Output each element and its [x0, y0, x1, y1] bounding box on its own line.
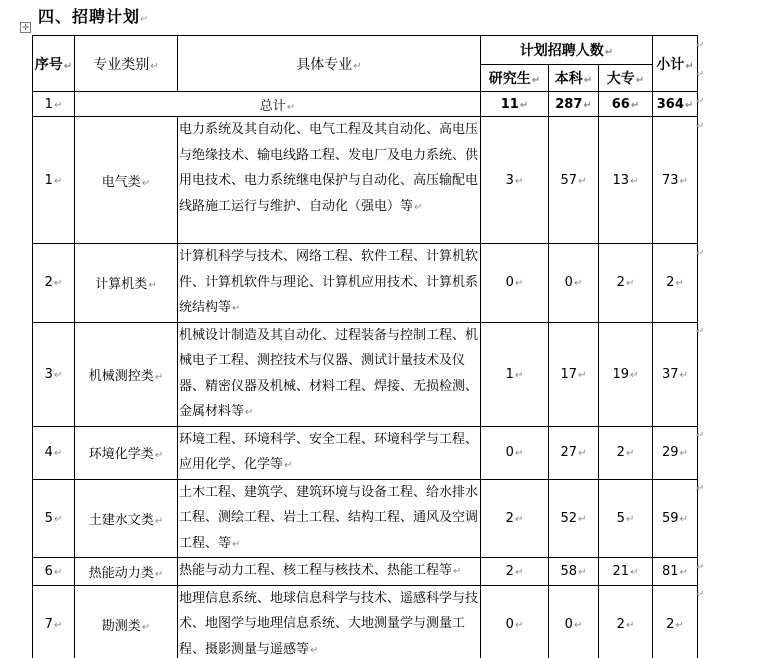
- paragraph-mark-icon: ↵: [232, 538, 241, 550]
- paragraph-mark-icon: ↵: [154, 371, 164, 383]
- header-plan: 计划招聘人数↵: [481, 36, 653, 65]
- row-no: [33, 244, 75, 323]
- row-subtotal: [653, 117, 698, 244]
- row-detail: [178, 244, 481, 323]
- row-category-text: 勘测类: [101, 619, 141, 634]
- row-subtotal: [653, 585, 698, 658]
- paragraph-mark-icon: ↵: [578, 448, 587, 459]
- row-no-text: 7: [44, 617, 53, 632]
- header-detail-text: 具体专业: [296, 56, 353, 73]
- row-category: [75, 117, 178, 244]
- table-row: [33, 585, 698, 658]
- row-grad-text: 2: [505, 510, 514, 526]
- row-detail-text: 土木工程、建筑学、建筑环境与设备工程、给水排水工程、测绘工程、岩土工程、结构工程、通风及空调工程、等: [179, 484, 479, 551]
- row-detail-text: 环境工程、环境科学、安全工程、环境科学与工程、应用化学、化学等: [179, 431, 479, 472]
- header-bachelor-text: 本科: [554, 71, 583, 87]
- paragraph-mark-icon: ↵: [679, 566, 688, 578]
- row-subtotal: [653, 244, 698, 323]
- paragraph-mark-icon: ↵: [148, 280, 157, 292]
- paragraph-mark-icon: ↵: [414, 201, 423, 213]
- row-bachelor-text: 58: [560, 563, 578, 579]
- row-subtotal-text: 2: [666, 275, 675, 291]
- row-subtotal-text: 2: [666, 617, 675, 632]
- paragraph-mark-icon: ↵: [514, 369, 524, 381]
- section-heading: [38, 4, 149, 27]
- total-grad-text: 11: [500, 96, 519, 112]
- paragraph-mark-icon: ↵: [679, 369, 688, 381]
- row-college-text: 2: [616, 445, 625, 460]
- row-grad: [481, 558, 549, 586]
- paragraph-mark-icon: ↵: [578, 175, 587, 187]
- paragraph-mark-icon: ↵: [284, 460, 293, 471]
- row-end-mark-icon: ↵: [696, 95, 705, 107]
- row-category: [75, 322, 178, 426]
- header-grad: 研究生↵: [481, 65, 549, 92]
- paragraph-mark-icon: ↵: [514, 175, 524, 187]
- paragraph-mark-icon: ↵: [514, 620, 524, 631]
- row-end-mark-icon: ↵: [696, 326, 705, 337]
- row-bachelor: [549, 585, 599, 658]
- row-college: [599, 479, 653, 558]
- row-subtotal: [653, 426, 698, 479]
- paragraph-mark-icon: ↵: [630, 369, 639, 381]
- table-body: [33, 36, 698, 658]
- row-subtotal: [653, 479, 698, 558]
- total-bachelor: 287↵: [549, 92, 599, 117]
- paragraph-mark-icon: ↵: [625, 513, 635, 525]
- paragraph-mark-icon: ↵: [53, 448, 63, 459]
- row-category-text: 计算机类: [95, 277, 148, 293]
- table-row: [33, 322, 698, 426]
- header-bachelor: 本科↵: [549, 65, 599, 92]
- row-no: [33, 322, 75, 426]
- paragraph-mark-icon: ↵: [53, 369, 63, 381]
- row-bachelor-text: 0: [564, 617, 573, 632]
- row-grad: [481, 322, 549, 426]
- total-college-text: 66: [611, 96, 630, 112]
- row-subtotal: [653, 558, 698, 586]
- row-category-text: 热能动力类: [88, 565, 154, 581]
- row-college-text: 2: [616, 275, 625, 291]
- paragraph-mark-icon: ↵: [679, 175, 688, 187]
- paragraph-mark-icon: ↵: [630, 175, 639, 187]
- row-grad: [481, 426, 549, 479]
- row-no: [33, 479, 75, 558]
- row-bachelor-text: 52: [560, 510, 578, 526]
- total-subtotal: 364↵: [653, 92, 698, 117]
- paragraph-mark-icon: ↵: [154, 450, 164, 461]
- row-no: [33, 558, 75, 586]
- paragraph-mark-icon: ↵: [310, 644, 319, 656]
- header-college: 大专↵: [599, 65, 653, 92]
- row-subtotal-text: 37: [662, 366, 679, 382]
- row-college: [599, 322, 653, 426]
- row-detail: [178, 426, 481, 479]
- paragraph-mark-icon: ↵: [53, 566, 63, 578]
- row-bachelor-text: 57: [560, 172, 578, 188]
- row-bachelor-text: 0: [564, 275, 573, 291]
- row-end-mark-icon: ↵: [696, 483, 705, 494]
- row-end-mark-icon: ↵: [696, 39, 705, 51]
- paragraph-mark-icon: ↵: [53, 513, 63, 525]
- row-no-text: 3: [44, 366, 53, 382]
- row-college: [599, 558, 653, 586]
- row-no-text: 4: [44, 445, 53, 460]
- total-no: 1↵: [33, 92, 75, 117]
- row-category-text: 电气类: [101, 174, 141, 190]
- row-category-text: 土建水文类: [88, 512, 154, 528]
- row-detail: [178, 117, 481, 244]
- row-bachelor: [549, 244, 599, 323]
- row-no: [33, 585, 75, 658]
- row-detail-text: 计算机科学与技术、网络工程、软件工程、计算机软件、计算机软件与理论、计算机应用技术、计算机系统结构等: [179, 249, 479, 315]
- row-subtotal-text: 59: [662, 510, 679, 526]
- row-end-mark-icon: ↵: [696, 561, 705, 573]
- row-no-text: 2: [44, 275, 53, 291]
- row-grad: [481, 585, 549, 658]
- paragraph-mark-icon: ↵: [625, 448, 635, 459]
- row-college: [599, 585, 653, 658]
- table-row: [33, 479, 698, 558]
- paragraph-mark-icon: ↵: [53, 175, 63, 187]
- table-row: [33, 117, 698, 244]
- row-end-mark-icon: ↵: [696, 120, 705, 132]
- row-college-text: 21: [612, 563, 630, 579]
- header-subtotal-text: 小计: [656, 56, 685, 73]
- section-heading-text: 四、招聘计划: [38, 7, 141, 26]
- row-end-mark-icon: ↵: [696, 68, 705, 80]
- row-category: [75, 426, 178, 479]
- paragraph-mark-icon: ↵: [141, 622, 151, 633]
- table-row: [33, 558, 698, 586]
- row-bachelor: [549, 426, 599, 479]
- header-college-text: 大专: [606, 71, 635, 87]
- row-detail-text: 机械设计制造及其自动化、过程装备与控制工程、机械电子工程、测控技术与仪器、测试计量技术及仪器、精密仪器及机械、材料工程、焊接、无损检测、金属材料等: [179, 327, 479, 419]
- paragraph-mark-icon: ↵: [154, 568, 164, 580]
- table-row: [33, 244, 698, 323]
- row-subtotal-text: 73: [662, 172, 679, 188]
- row-bachelor-text: 27: [560, 445, 578, 460]
- paragraph-mark-icon: ↵: [679, 448, 688, 459]
- paragraph-mark-icon: ↵: [53, 620, 63, 631]
- paragraph-mark-icon: ↵: [625, 278, 635, 290]
- row-bachelor: [549, 558, 599, 586]
- row-no: [33, 426, 75, 479]
- row-grad-text: 1: [505, 366, 514, 382]
- row-detail: [178, 585, 481, 658]
- row-category: [75, 244, 178, 323]
- paragraph-mark-icon: ↵: [578, 566, 587, 578]
- total-college: 66↵: [599, 92, 653, 117]
- header-subtotal: 小计↵: [653, 36, 698, 92]
- row-college-text: 2: [616, 617, 625, 632]
- row-college: [599, 117, 653, 244]
- table-row: [33, 426, 698, 479]
- paragraph-mark-icon: ↵: [154, 515, 164, 527]
- row-no-text: 1: [44, 172, 53, 188]
- row-detail-text: 地理信息系统、地球信息科学与技术、遥感科学与技术、地图学与地理信息系统、大地测量学与测量工程、摄影测量与遥感等: [179, 590, 479, 657]
- row-no: [33, 117, 75, 244]
- total-row: [33, 92, 698, 117]
- row-detail: [178, 558, 481, 586]
- total-label-text: 总计: [259, 98, 286, 114]
- row-detail: [178, 322, 481, 426]
- paragraph-mark-icon: ↵: [514, 278, 524, 290]
- paragraph-mark-icon: ↵: [232, 303, 241, 314]
- paragraph-mark-icon: ↵: [140, 14, 150, 25]
- paragraph-mark-icon: ↵: [453, 566, 462, 577]
- total-grad: 11↵: [481, 92, 549, 117]
- paragraph-mark-icon: ↵: [514, 566, 524, 578]
- header-no-text: 序号: [34, 56, 63, 73]
- row-college: [599, 426, 653, 479]
- paragraph-mark-icon: ↵: [514, 448, 524, 459]
- row-category: [75, 558, 178, 586]
- total-label: 总计↵: [75, 92, 481, 117]
- header-detail: 具体专业↵: [178, 36, 481, 92]
- row-detail: [178, 479, 481, 558]
- row-college-text: 5: [616, 510, 625, 526]
- row-no-text: 5: [44, 510, 53, 526]
- paragraph-mark-icon: ↵: [625, 620, 635, 631]
- paragraph-mark-icon: ↵: [630, 566, 639, 578]
- total-bachelor-text: 287: [555, 96, 583, 112]
- header-grad-text: 研究生: [488, 71, 531, 87]
- row-category-text: 机械测控类: [88, 368, 154, 384]
- header-row-1: [33, 36, 698, 65]
- row-detail-text: 电力系统及其自动化、电气工程及其自动化、高电压与绝缘技术、输电线路工程、发电厂及电力系统、供用电技术、电力系统继电保护与自动化、高压输配电线路施工运行与维护、自动化（强电）等: [179, 122, 479, 214]
- table-move-handle-icon[interactable]: ✛: [20, 22, 31, 33]
- paragraph-mark-icon: ↵: [245, 407, 254, 418]
- row-grad-text: 0: [505, 617, 514, 632]
- row-college: [599, 244, 653, 323]
- row-category-text: 环境化学类: [88, 447, 154, 462]
- total-no-text: 1: [44, 96, 53, 112]
- paragraph-mark-icon: ↵: [578, 513, 587, 525]
- row-grad: [481, 244, 549, 323]
- row-subtotal-text: 29: [662, 445, 679, 460]
- row-bachelor: [549, 322, 599, 426]
- header-category: 专业类别↵: [75, 36, 178, 92]
- total-subtotal-text: 364: [656, 96, 684, 112]
- row-grad-text: 0: [505, 275, 514, 291]
- header-no: 序号↵: [33, 36, 75, 92]
- row-end-mark-icon: ↵: [696, 430, 705, 441]
- row-bachelor-text: 17: [560, 366, 578, 382]
- paragraph-mark-icon: ↵: [573, 620, 583, 631]
- header-plan-text: 计划招聘人数: [519, 43, 604, 59]
- paragraph-mark-icon: ↵: [141, 177, 151, 189]
- row-bachelor: [549, 479, 599, 558]
- row-grad: [481, 117, 549, 244]
- row-category: [75, 479, 178, 558]
- row-subtotal: [653, 322, 698, 426]
- paragraph-mark-icon: ↵: [675, 620, 684, 631]
- row-detail-text: 热能与动力工程、核工程与核技术、热能工程等: [179, 563, 453, 578]
- row-college-text: 19: [612, 366, 630, 382]
- paragraph-mark-icon: ↵: [578, 369, 587, 381]
- paragraph-mark-icon: ↵: [573, 278, 583, 290]
- row-grad: [481, 479, 549, 558]
- row-end-mark-icon: ↵: [696, 589, 705, 600]
- row-grad-text: 2: [505, 563, 514, 579]
- paragraph-mark-icon: ↵: [514, 513, 524, 525]
- recruitment-plan-table: [32, 35, 698, 658]
- row-end-mark-icon: ↵: [696, 247, 705, 259]
- row-bachelor: [549, 117, 599, 244]
- paragraph-mark-icon: ↵: [53, 278, 63, 290]
- paragraph-mark-icon: ↵: [675, 278, 684, 290]
- row-category: [75, 585, 178, 658]
- paragraph-mark-icon: ↵: [679, 513, 688, 525]
- row-college-text: 13: [612, 172, 630, 188]
- header-category-text: 专业类别: [93, 56, 150, 73]
- row-grad-text: 3: [505, 172, 514, 188]
- row-subtotal-text: 81: [662, 563, 679, 579]
- row-no-text: 6: [44, 563, 53, 579]
- row-grad-text: 0: [505, 445, 514, 460]
